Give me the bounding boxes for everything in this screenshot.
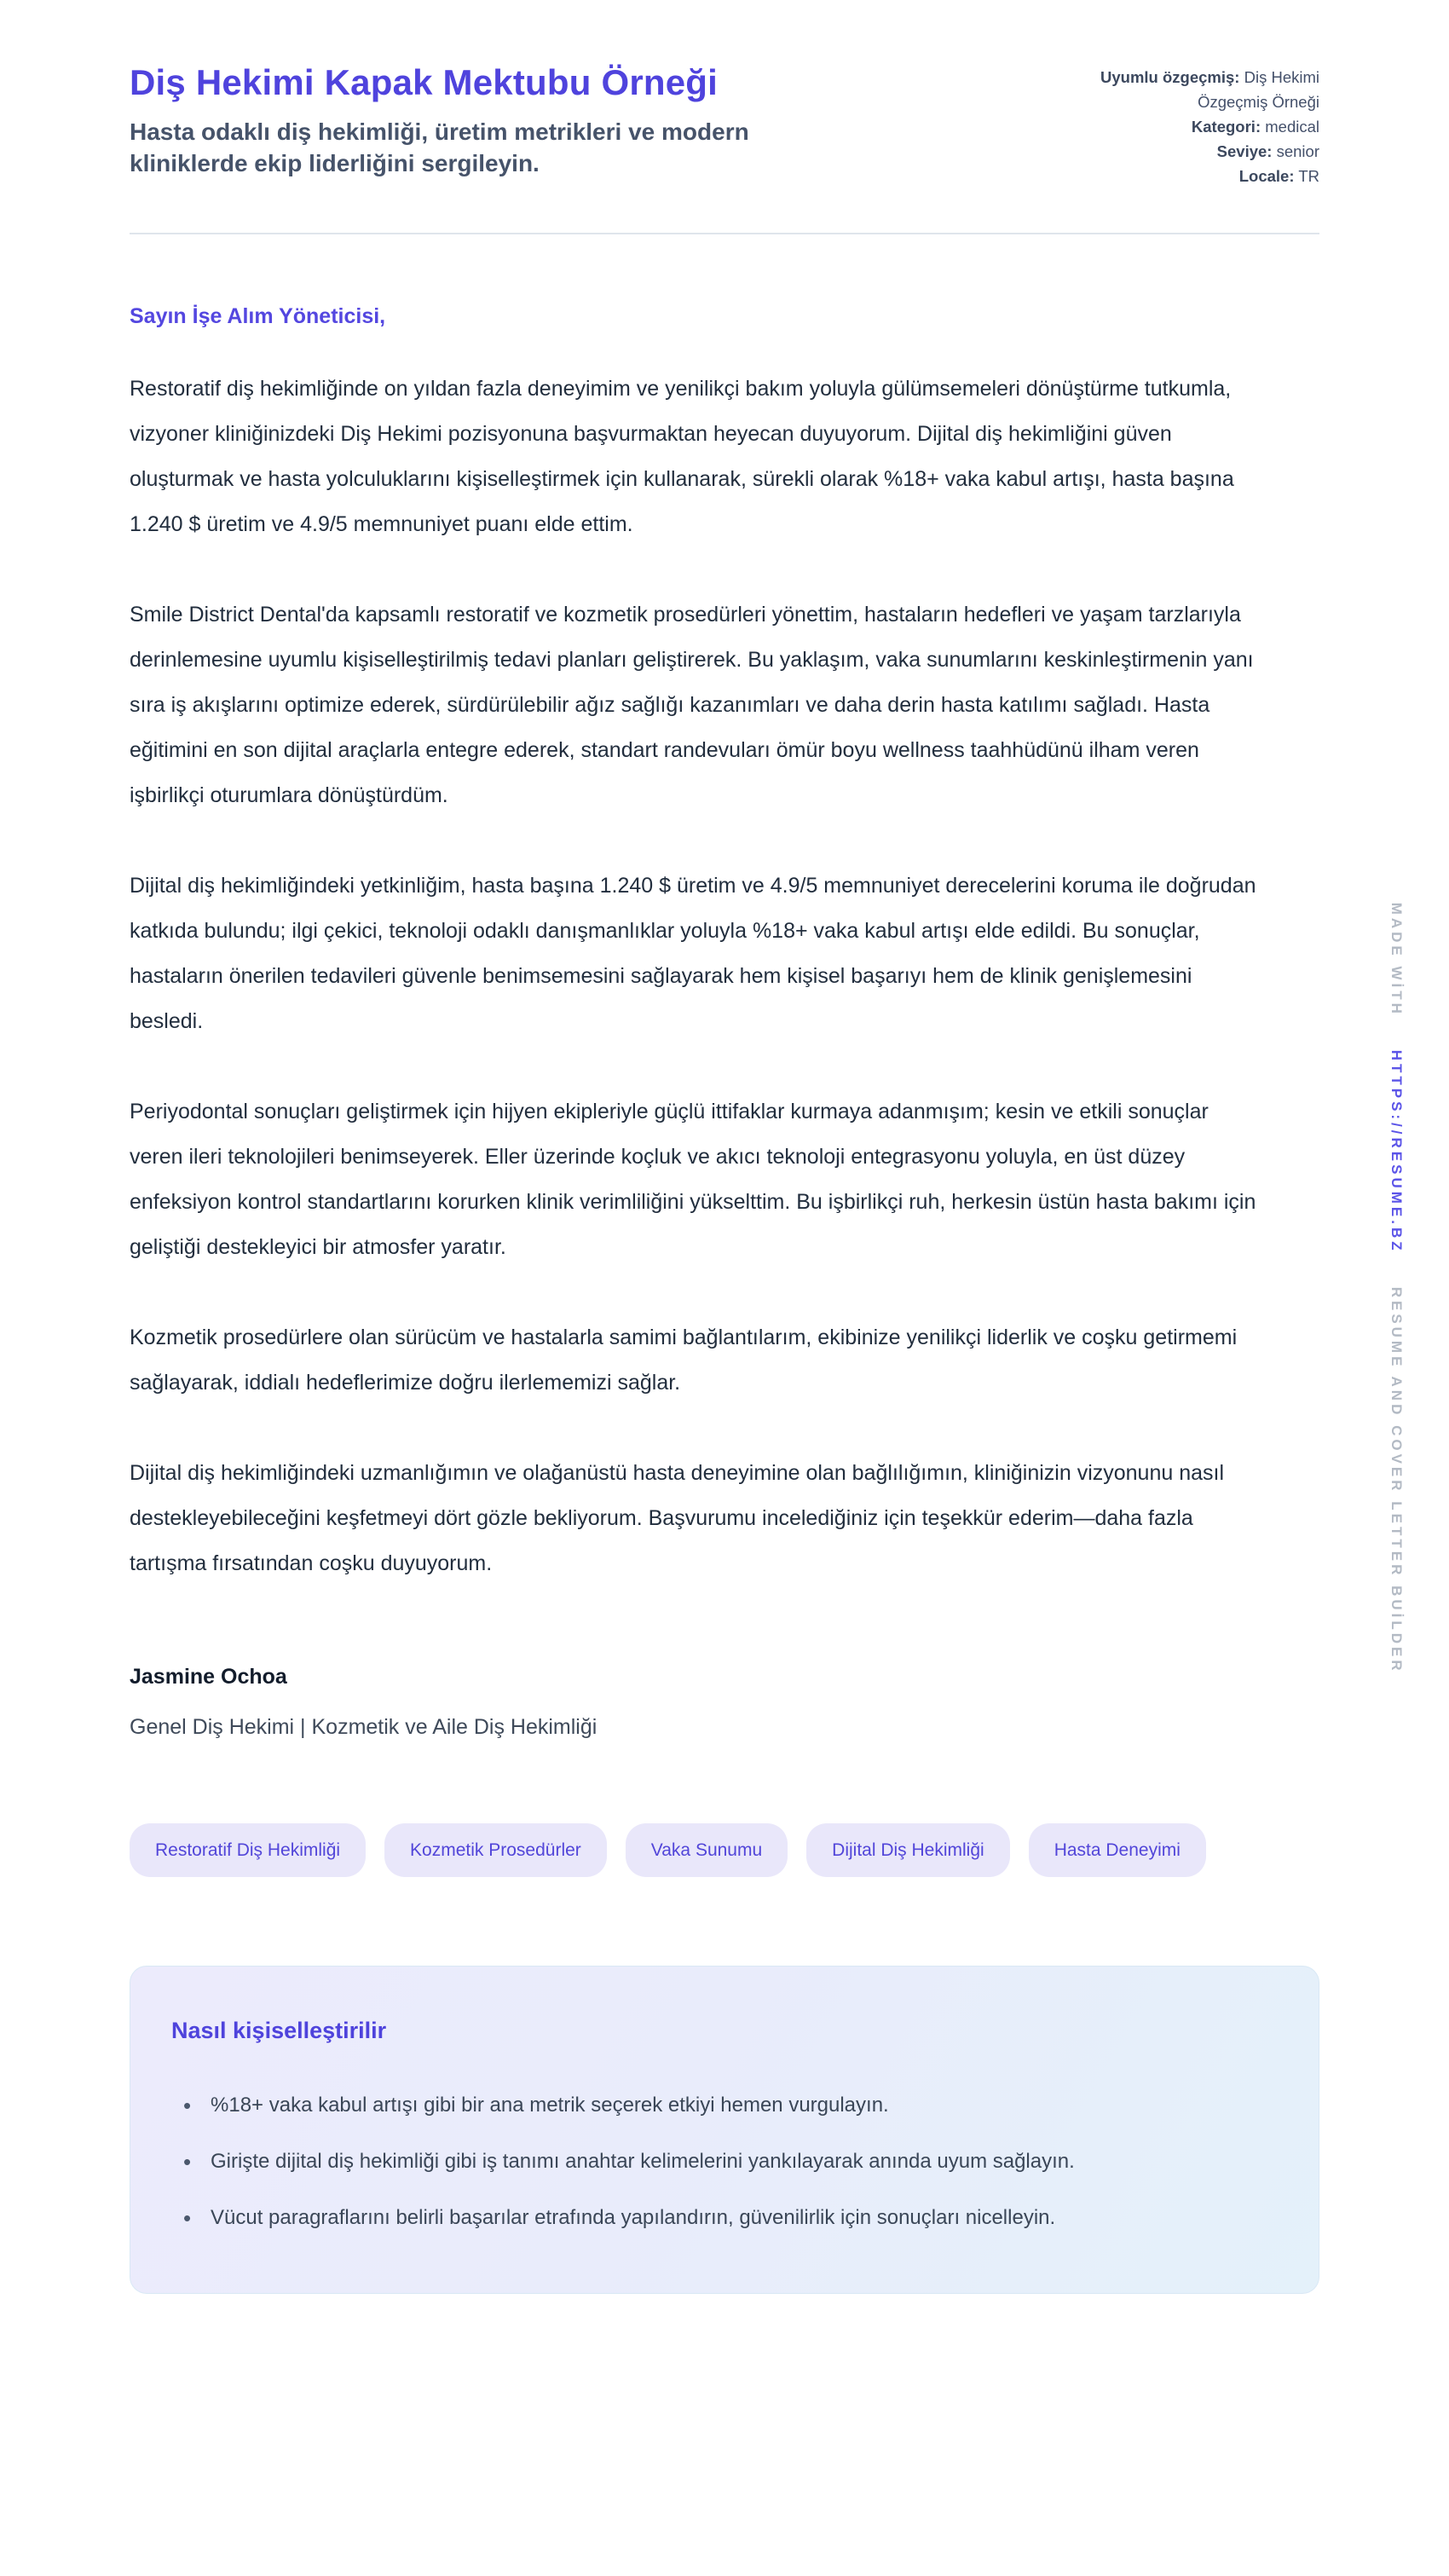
meta-row-level: [1059, 139, 1319, 164]
meta-value: TR: [1298, 167, 1319, 185]
page-subtitle: Hasta odaklı diş hekimliği, üretim metrikleri ve modern kliniklerde ekip liderliğini sergileyin.: [130, 118, 749, 177]
tips-list: [171, 2085, 1278, 2238]
meta-row-category: [1059, 114, 1319, 139]
content-container: [130, 0, 1319, 2294]
tips-item: • Girişte dijital diş hekimliği gibi iş tanımı anahtar kelimelerini yankılayarak anında uyum sağlayın.: [171, 2141, 1228, 2182]
tips-item: • Vücut paragraflarını belirli başarılar etrafında yapılandırın, güvenilirlik için sonuçları nicelleyin.: [171, 2198, 1228, 2238]
watermark: [1388, 903, 1405, 1674]
header-left: [130, 61, 863, 179]
letter-paragraph-3: Dijital diş hekimliğindeki yetkinliğim, hasta başına 1.240 $ üretim ve 4.9/5 memnuniyet derecelerini koruma ile doğrudan katkıda bulundu; ilgi çekici, teknoloji odaklı danışmanlıklar yoluyla %18+ vaka kabul artışı elde edildi. Bu sonuçlar, hastaların önerilen tedavileri güvenle benimsemesini sağlayarak hem kişisel başarıyı hem de klinik genişlemesini besledi.: [130, 874, 1256, 1033]
tips-item: • %18+ vaka kabul artışı gibi bir ana metrik seçerek etkiyi hemen vurgulayın.: [171, 2085, 1228, 2126]
tag-digital-dentistry[interactable]: Dijital Diş Hekimliği: [806, 1823, 1010, 1877]
letter-paragraph-5: Kozmetik prosedürlere olan sürücüm ve hastalarla samimi bağlantılarım, ekibinize yenilikçi liderlik ve coşku getirmemi sağlayarak, iddialı hedeflerimize doğru ilerlememizi sağlar.: [130, 1326, 1238, 1395]
meta-label: Locale:: [1238, 167, 1295, 185]
meta-value: senior: [1276, 142, 1319, 160]
meta-value: Diş Hekimi Özgeçmiş Örneği: [1198, 68, 1319, 111]
tag-list: [130, 1823, 1319, 1877]
meta-row-matching-resume: [1059, 65, 1319, 114]
letter-paragraph-6: Dijital diş hekimliğindeki uzmanlığımın ve olağanüstü hasta deneyimine olan bağlılığımın, kliniğinizin vizyonunu nasıl destekleyebileceğini keşfetmeyi dört gözle bekliyorum. Başvurumu incelediğiniz için teşekkür ederim—daha fazla tartışma fırsatından coşku duyuyorum.: [130, 1461, 1225, 1575]
signature-name: Jasmine Ochoa: [130, 1665, 287, 1689]
header: [130, 61, 1319, 188]
tips-panel-title: Nasıl kişiselleştirilir: [171, 2018, 387, 2043]
meta-row-locale: [1059, 164, 1319, 188]
meta-block: [1059, 61, 1319, 188]
meta-label: Kategori:: [1191, 118, 1261, 136]
tag-patient-experience[interactable]: Hasta Deneyimi: [1029, 1823, 1206, 1877]
page-title: Diş Hekimi Kapak Mektubu Örneği: [130, 62, 719, 102]
tag-cosmetic-procedures[interactable]: Kozmetik Prosedürler: [384, 1823, 607, 1877]
tips-panel: [130, 1966, 1319, 2294]
meta-value: medical: [1265, 118, 1319, 136]
letter-paragraph-1: Restoratif diş hekimliğinde on yıldan fazla deneyimim ve yenilikçi bakım yoluyla gülümsemeleri dönüştürme tutkumla, vizyoner kliniğinizdeki Diş Hekimi pozisyonuna başvurmaktan heyecan duyuyorum. Dijital diş hekimliğini güven oluşturmak ve hasta yolculuklarını kişiselleştirmek için kullanarak, sürekli olarak %18+ vaka kabul artışı, hasta başına 1.240 $ üretim ve 4.9/5 memnuniyet puanı elde ettim.: [130, 377, 1234, 536]
watermark-builder-label: RESUME AND COVER LETTER BUİLDER: [1388, 1286, 1405, 1674]
tag-restorative-dentistry[interactable]: Restoratif Diş Hekimliği: [130, 1823, 366, 1877]
meta-label: Seviye:: [1216, 142, 1273, 160]
letter-greeting: Sayın İşe Alım Yöneticisi,: [130, 304, 386, 328]
signature-role: Genel Diş Hekimi | Kozmetik ve Aile Diş Hekimliği: [130, 1715, 597, 1739]
watermark-made-with-label: MADE WİTH: [1388, 902, 1405, 1017]
header-divider: [130, 233, 1319, 234]
cover-letter: [130, 304, 1319, 1740]
watermark-site-link[interactable]: HTTPS://RESUME.BZ: [1388, 1049, 1405, 1254]
letter-paragraph-2: Smile District Dental'da kapsamlı restoratif ve kozmetik prosedürleri yönettim, hastaların hedefleri ve yaşam tarzlarıyla derinlemesine uyumlu kişiselleştirilmiş tedavi planları geliştirerek. Bu yaklaşım, vaka sunumlarını keskinleştirmenin yanı sıra iş akışlarını optimize ederek, sürdürülebilir ağız sağlığı kazanımları ve daha derin hasta katılımı sağladı. Hasta eğitimini en son dijital araçlarla entegre ederek, standart randevuları ömür boyu wellness taahhüdünü ilham veren işbirlikçi oturumlara dönüştürdüm.: [130, 603, 1254, 807]
letter-paragraph-4: Periyodontal sonuçları geliştirmek için hijyen ekipleriyle güçlü ittifaklar kurmaya adanmışım; kesin ve etkili sonuçlar veren ileri teknolojileri benimseyerek. Eller üzerinde koçluk ve akıcı teknoloji entegrasyonu yoluyla, en üst düzey enfeksiyon kontrol standartlarını korurken klinik verimliliğini yükselttim. Bu işbirlikçi ruh, herkesin üstün hasta bakımı için geliştiği destekleyici bir atmosfer yaratır.: [130, 1100, 1256, 1259]
meta-label: Uyumlu özgeçmiş:: [1100, 68, 1240, 86]
tag-case-presentation[interactable]: Vaka Sunumu: [626, 1823, 788, 1877]
